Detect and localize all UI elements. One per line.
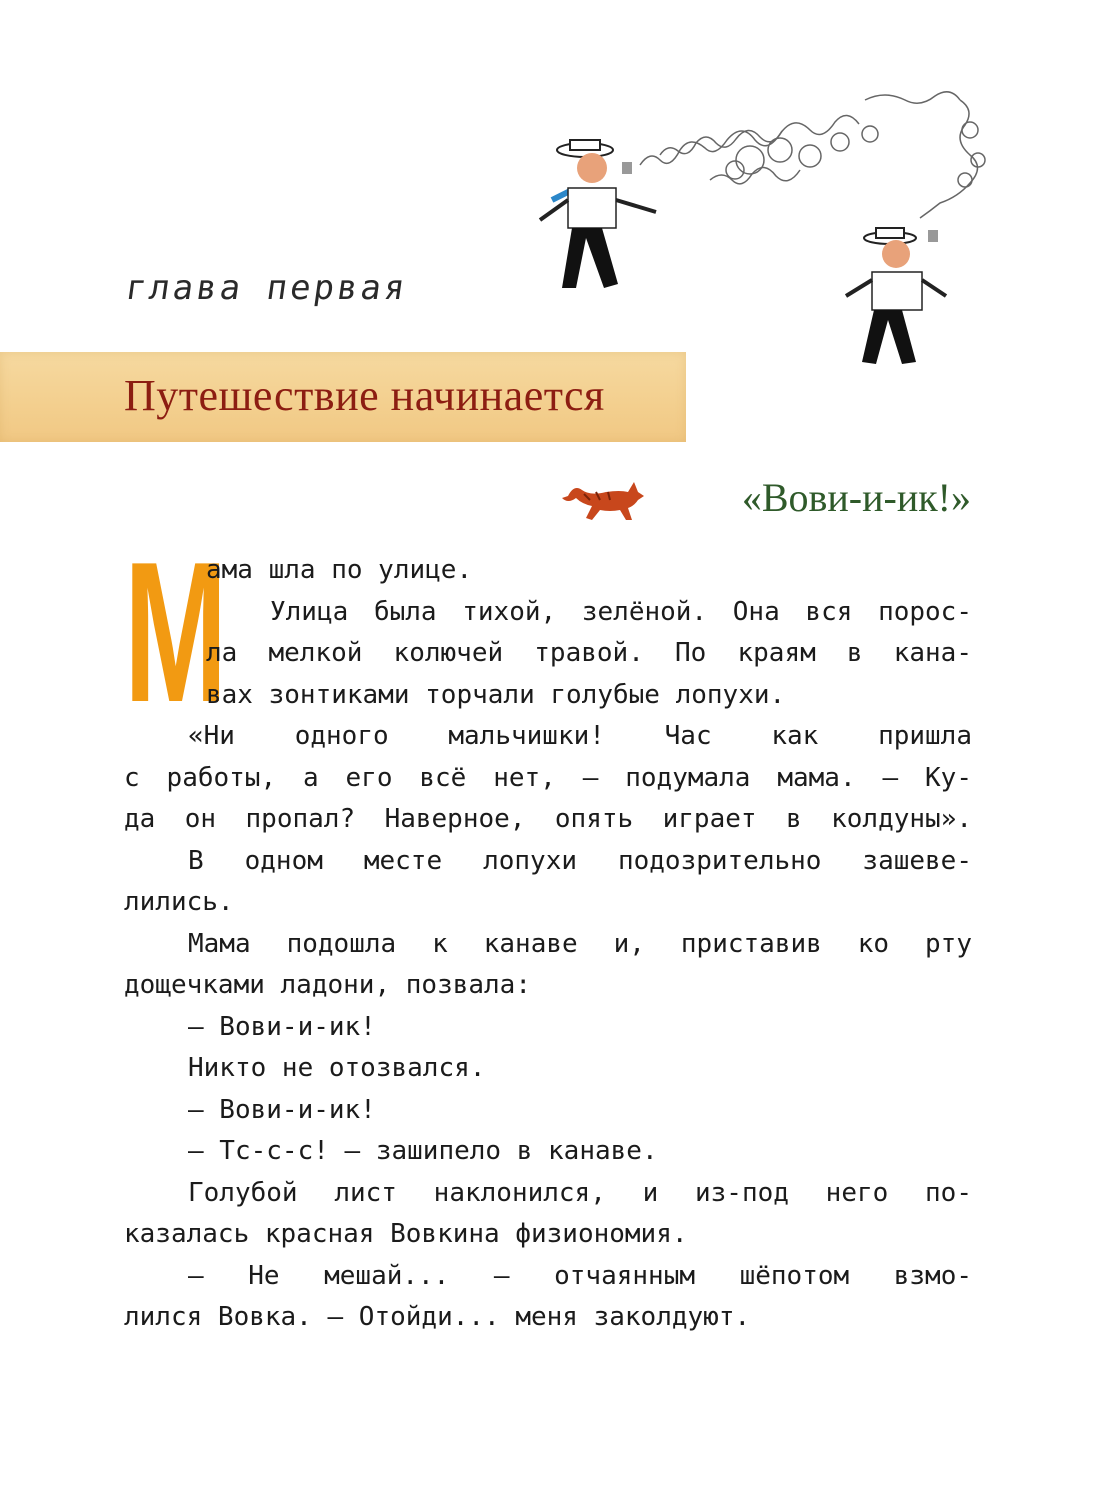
sailors-illustration — [530, 70, 1030, 380]
text-line: с работы, а его всё нет, — подумала мама. — Ку- — [124, 763, 972, 793]
text-line: Улица была тихой, зелёной. Она вся порос- — [270, 597, 972, 627]
text-line: казалась красная Вовкина физиономия. — [124, 1219, 688, 1249]
text-line: Голубой лист наклонился, и из-под него по- — [188, 1178, 972, 1208]
chapter-title: Путешествие начинается — [124, 371, 605, 420]
text-line: лился Вовка. — Отойди... меня заколдуют. — [124, 1302, 751, 1332]
text-line: да он пропал? Наверное, опять играет в колдуны». — [124, 804, 972, 834]
chapter-label: глава первая — [123, 268, 411, 308]
chapter-title-band — [0, 352, 686, 442]
drop-cap: М — [124, 521, 228, 744]
text-line: «Ни одного мальчишки! Час как пришла — [188, 721, 972, 751]
text-line: — Вови-и-ик! — [188, 1095, 376, 1125]
text-line: В одном месте лопухи подозрительно зашеве- — [188, 846, 972, 876]
sailor-boy-1 — [540, 140, 656, 288]
smoke-trail — [640, 92, 985, 218]
text-line: Никто не отозвался. — [188, 1053, 486, 1083]
text-line: ама шла по улице. — [206, 555, 473, 585]
text-line: — Не мешай... — отчаянным шёпотом взмо- — [188, 1261, 972, 1291]
text-line: лились. — [124, 887, 234, 917]
running-cat-illustration — [560, 474, 650, 524]
text-line: — Тс-с-с! — зашипело в канаве. — [188, 1136, 658, 1166]
text-line: вах зонтиками торчали голубые лопухи. — [206, 680, 786, 710]
text-line: Мама подошла к канаве и, приставив ко рту — [188, 929, 972, 959]
text-line: — Вови-и-ик! — [188, 1012, 376, 1042]
section-title: «Вови-и-ик!» — [741, 475, 971, 520]
sailor-boy-2 — [846, 228, 946, 364]
text-line: ла мелкой колючей травой. По краям в кана- — [206, 638, 972, 668]
text-line: дощечками ладони, позвала: — [124, 970, 531, 1000]
